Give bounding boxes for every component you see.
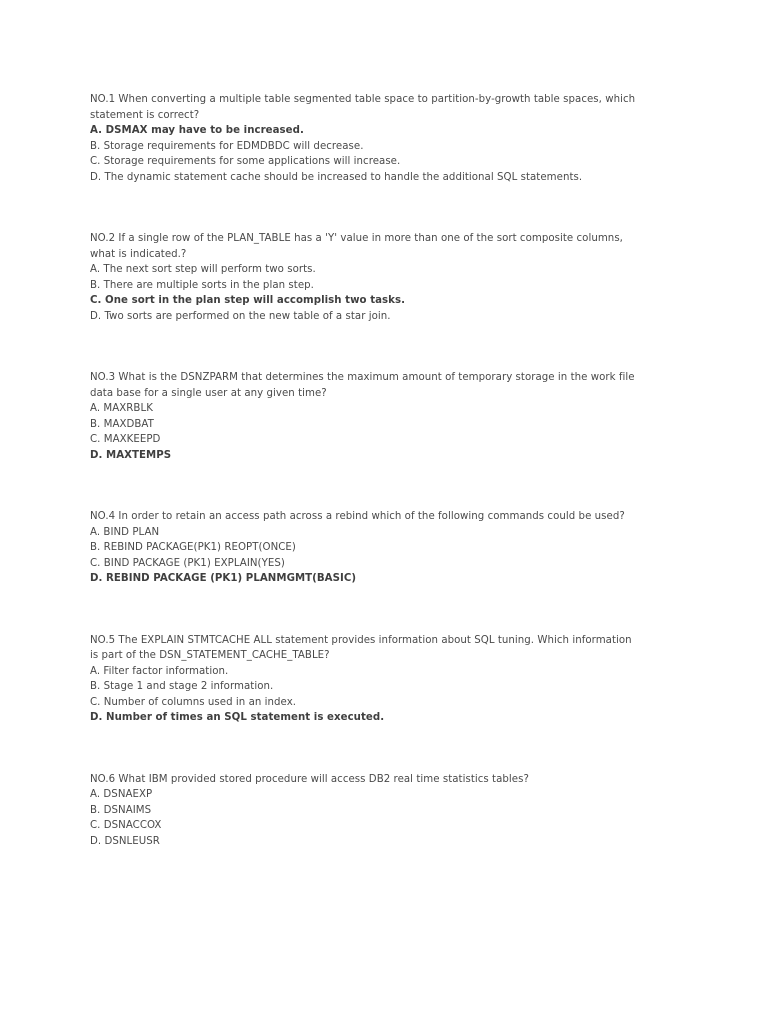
answer-option: B. Stage 1 and stage 2 information. (90, 681, 274, 692)
answer-option-correct: D. MAXTEMPS (90, 449, 172, 461)
answer-option-correct: D. REBIND PACKAGE (PK1) PLANMGMT(BASIC) (90, 573, 357, 584)
question-text-line: NO.1 When converting a multiple table segmented table space to partition-by-growth table spaces, which (90, 94, 636, 105)
question-3 (90, 370, 650, 463)
question-6 (90, 772, 650, 850)
answer-option-correct: A. DSMAX may have to be increased. (90, 125, 304, 136)
answer-option: A. MAXRBLK (90, 403, 153, 414)
question-text-line: NO.3 What is the DSNZPARM that determines the maximum amount of temporary storage in the work file (90, 372, 635, 383)
answer-option: B. Storage requirements for EDMDBDC will decrease. (90, 140, 364, 152)
question-1 (90, 92, 650, 185)
answer-option: C. Number of columns used in an index. (90, 696, 297, 708)
answer-option: A. BIND PLAN (90, 526, 160, 538)
question-text-line: statement is correct? (90, 109, 200, 121)
answer-option: C. DSNACCOX (90, 820, 162, 831)
answer-option: A. The next sort step will perform two sorts. (90, 264, 316, 275)
answer-option: A. DSNAEXP (90, 789, 153, 800)
answer-option: C. MAXKEEPD (90, 434, 161, 445)
answer-option-correct: D. Number of times an SQL statement is executed. (90, 712, 385, 723)
answer-option: C. BIND PACKAGE (PK1) EXPLAIN(YES) (90, 557, 285, 569)
answer-option: A. Filter factor information. (90, 665, 229, 677)
question-text-line: is part of the DSN_STATEMENT_CACHE_TABLE? (90, 650, 330, 661)
question-text-line: data base for a single user at any given time? (90, 387, 327, 399)
question-text-line: NO.4 In order to retain an access path across a rebind which of the following commands could be used? (90, 511, 625, 522)
question-5 (90, 633, 650, 726)
answer-option: B. There are multiple sorts in the plan step. (90, 279, 314, 291)
question-4 (90, 509, 650, 587)
answer-option: D. Two sorts are performed on the new table of a star join. (90, 310, 391, 322)
answer-option: B. MAXDBAT (90, 418, 154, 430)
answer-option: D. The dynamic statement cache should be increased to handle the additional SQL statements. (90, 171, 583, 183)
question-text-line: NO.5 The EXPLAIN STMTCACHE ALL statement provides information about SQL tuning. Which information (90, 634, 632, 646)
question-2 (90, 231, 650, 324)
answer-option: B. REBIND PACKAGE(PK1) REOPT(ONCE) (90, 542, 296, 553)
question-text-line: what is indicated.? (90, 248, 187, 260)
answer-option-correct: C. One sort in the plan step will accomplish two tasks. (90, 295, 406, 306)
answer-option: B. DSNAIMS (90, 804, 152, 816)
answer-option: C. Storage requirements for some applications will increase. (90, 156, 401, 167)
answer-option: D. DSNLEUSR (90, 835, 160, 847)
document-page (90, 92, 650, 849)
question-text-line: NO.6 What IBM provided stored procedure will access DB2 real time statistics tables? (90, 773, 529, 785)
question-text-line: NO.2 If a single row of the PLAN_TABLE has a 'Y' value in more than one of the sort composite columns, (90, 233, 623, 244)
